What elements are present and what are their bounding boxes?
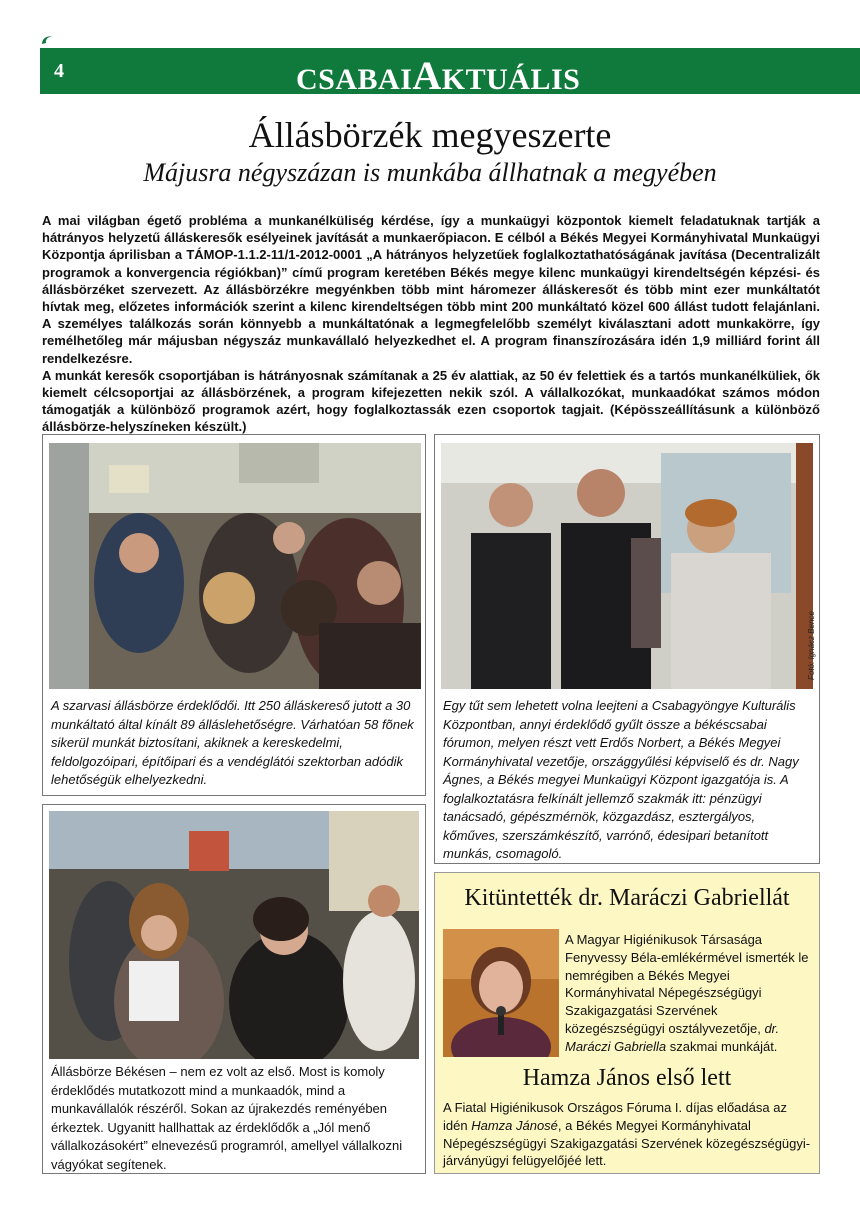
crowd-photo-szarvas <box>49 443 421 689</box>
swirl-ornament-icon <box>40 34 56 46</box>
article-title: Állásbörzék megyeszerte <box>248 115 612 155</box>
lead-paragraph-1: A mai világban égető probléma a munkanélküliség kérdése, így a munkaügyi központok kiemelt feladatuknak tartják a hátrányos helyzetű álláskeresők esélyeinek javítását a munkaerőpiacon. E célból a Békés Megyei Kormányhivatal Munkaügyi Központja áprilisban a TÁMOP-1.1.2-11/1-2012-0001 „A hátrányos helyzetűek foglalkoztathatóságának javítása (Decentralizált programok a konvergencia régiókban)” című program keretében Békés megye kilenc munkaügyi kirendeltségén képzési- és állásbörzéket szervezett. Az állásbörzékre megyénkben több mint háromezer álláskeresőt és több mint ezer munkáltatót hívtak meg, előzetes információk szerint a kilenc kirendeltségen több mint 200 munkáltató közel 600 állást tudott felajánlani. A személyes találkozás során könnyebb a munkáltatónak a legmegfelelőbb személyt kiválasztani adott munkakörre, így remélhetőleg már májusban négyszáz munkavállaló helyezkedhet el. A program finanszírozására idén 1,9 milliárd forint áll rendelkezésre. <box>42 213 820 366</box>
award-box <box>434 872 820 1174</box>
masthead-title: CSABAIAKTUÁLIS <box>296 53 581 98</box>
page-number: 4 <box>54 60 64 82</box>
officials-photo-bekescsaba <box>441 443 813 689</box>
photo-credit: Fotó: Ignácz Bence <box>807 611 816 680</box>
award-text-maraczi: A Magyar Higiénikusok Társasága Fenyvessy Béla-emlékérmével ismerték le nemrégiben a Békés Megyei Kormányhivatal Népegészségügyi Szakigazgatási Szervének közegészségügyi osztályvezetője, dr. Maráczi Gabriella szakmai munkáját. <box>565 932 809 1054</box>
crowd-photo-bekes <box>49 811 419 1059</box>
photo-box-szarvas <box>42 434 426 796</box>
article-subtitle: Májusra négyszázan is munkába állhatnak a megyében <box>143 158 717 187</box>
photo-caption-szarvas: A szarvasi állásbörze érdeklődői. Itt 250 álláskereső jutott a 30 munkáltató által kínált 89 álláslehetőségre. Várhatóan 58 fõnek sikerül munkát biztosítani, akiknek a kereskedelmi, feldolgozóipari, építőipari és a vendéglátói szektorban adódik lehetőségük elhelyezkedni. <box>51 698 414 787</box>
portrait-photo-maraczi <box>443 929 559 1057</box>
award-heading-hamza: Hamza János első lett <box>522 1065 732 1091</box>
photo-caption-bekes: Állásbörze Békésen – nem ez volt az első. Most is komoly érdeklődés mutatkozott mind a munkaadók, mind a munkavállalók részéről. Sokan az újrakezdés reményében érkeztek. Ugyanitt hallhattak az érdeklődők a „Jól menő vállalkozásokért” elnevezésű programról, amellyel vállalkozni vágyókat segítenek. <box>51 1064 403 1172</box>
photo-caption-bekescsaba: Egy tűt sem lehetett volna leejteni a Csabagyöngye Kulturális Központban, annyi érdeklődő gyűlt össze a békéscsabai fórumon, melyen részt vett Erdős Norbert, a Békés Megyei Kormányhivatal vezetője, országgyűlési képviselő és dr. Nagy Ágnes, a Békés megyei Munkaügyi Központ igazgatója is. A foglalkoztatásra felkínált jellemző szakmák itt: pénzügyi tanácsadó, gépészmérnök, közgazdász, esztergályos, kőműves, szerszámkészítő, varrónő, édesipari betanított munkás, csomagoló. <box>443 698 799 861</box>
article-lead <box>42 212 820 436</box>
award-text-hamza: A Fiatal Higiénikusok Országos Fóruma I. díjas előadása az idén Hamza Jánosé, a Békés Megyei Kormányhivatal Népegészségügyi Szakigazgatási Szervének közegészségügyi-járványügyi felügyelőjéé lett. <box>443 1100 811 1169</box>
award-heading-maraczi: Kitüntették dr. Maráczi Gabriellát <box>464 885 790 911</box>
masthead-bar <box>40 48 860 98</box>
photo-box-bekescsaba <box>434 434 820 864</box>
photo-box-bekes <box>42 804 426 1174</box>
lead-paragraph-2: A munkát keresők csoportjában is hátrányosnak számítanak a 25 év alattiak, az 50 év felettiek és a tartós munkanélküliek, ők kiemelt célcsoportjai az állásbörzének, a program kifejezetten nekik szól. A vállalkozókat, munkaadókat számos módon támogatják a különböző programok azért, hogy foglalkoztassák ezen csoportok tagjait. (Képösszeállításunk a különböző állásbörze-helyszíneken készült.) <box>42 367 820 435</box>
